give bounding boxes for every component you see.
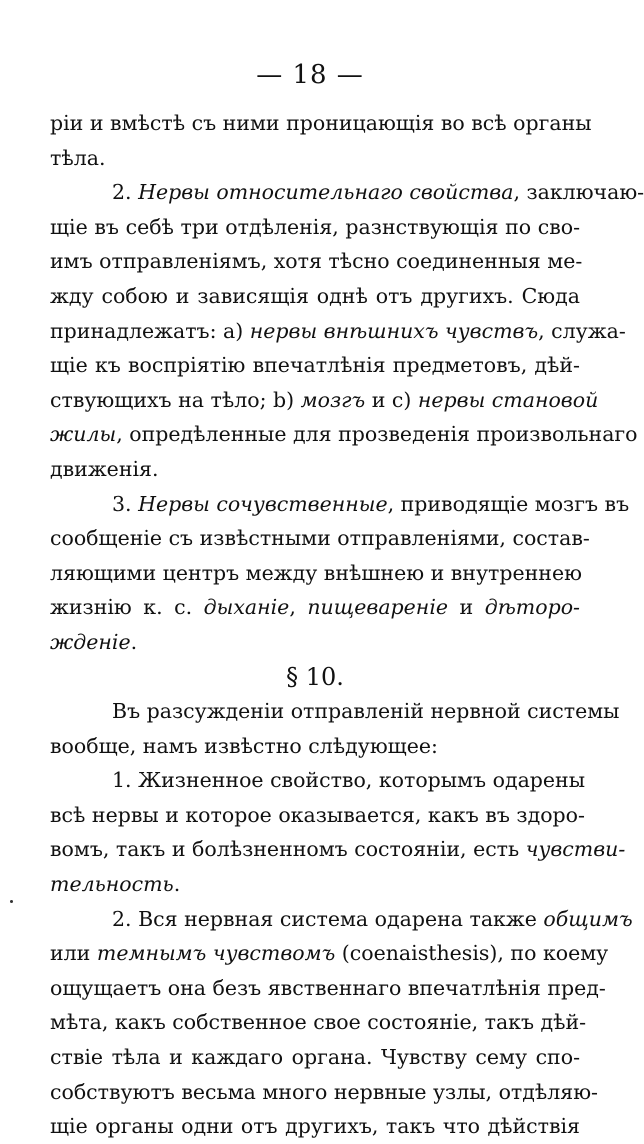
text-line — [50, 625, 580, 660]
line-text: , — [289, 595, 308, 620]
line-text: , заключаю- — [513, 180, 644, 205]
line-text: жизнію к. с. — [50, 595, 204, 620]
text-line — [50, 763, 586, 798]
line-text: 2. — [112, 180, 139, 205]
italic-term: Нервы сочувственные — [138, 491, 388, 516]
text-line — [50, 556, 580, 591]
italic-term: общимъ — [543, 906, 633, 931]
italic-term: пищевареніе — [307, 595, 449, 620]
line-text: Въ разсужденіи отправленій нервной системы — [112, 699, 620, 724]
italic-term: дѣторо- — [484, 595, 580, 620]
text-line — [50, 971, 606, 1006]
line-text: щіе органы одни отъ другихъ, такъ что дѣйствія — [50, 1114, 580, 1139]
text-line — [50, 694, 620, 729]
line-text: и с) — [365, 387, 418, 412]
line-text: (coenaisthesis), по коему — [335, 941, 609, 966]
line-text: , приводящіе мозгъ въ — [387, 491, 630, 516]
line-text: 2. Вся нервная система одарена также — [112, 906, 544, 931]
text-line — [50, 210, 580, 245]
line-text: имъ отправленіямъ, хотя тѣсно соединенныя ме- — [50, 249, 583, 274]
line-text: 3. — [112, 491, 139, 516]
text-line — [50, 1109, 580, 1144]
italic-term: нервы становой — [417, 387, 599, 412]
text-line — [50, 175, 644, 210]
line-text: ріи и вмѣстѣ съ ними проницающія во всѣ органы — [50, 111, 592, 135]
text-line — [50, 279, 580, 314]
italic-term: чувстви- — [525, 837, 626, 862]
line-text: сообщеніе съ извѣстными отправленіями, состав- — [50, 526, 590, 551]
italic-term: мозгъ — [300, 387, 366, 412]
text-line — [50, 1005, 587, 1040]
text-line — [50, 798, 585, 833]
italic-term: дыханіе — [203, 595, 290, 620]
text-line — [50, 729, 580, 764]
text-line — [50, 521, 590, 556]
text-line — [50, 1040, 580, 1075]
text-line — [50, 244, 583, 279]
text-line — [50, 867, 580, 902]
line-text: вомъ, такъ и болѣзненномъ состояніи, есть — [50, 837, 526, 862]
line-text: § 10. — [286, 662, 344, 691]
line-text: . — [173, 872, 181, 897]
italic-term: жденіе — [50, 629, 131, 654]
line-text: жду собою и зависящія однѣ отъ другихъ. Сюда — [50, 283, 580, 308]
text-line — [50, 902, 633, 937]
line-text: вообще, намъ извѣстно слѣдующее: — [50, 733, 438, 758]
line-text: и — [448, 595, 485, 620]
line-text: мѣта, какъ собственное свое состояніе, такъ дѣй- — [50, 1010, 587, 1035]
text-line — [50, 417, 638, 452]
line-text: щіе къ воспріятію впечатлѣнія предметовъ, дѣй- — [50, 353, 580, 378]
italic-term: Нервы относительнаго свойства — [138, 180, 514, 205]
text-line — [50, 487, 630, 522]
line-text: , служа- — [538, 318, 626, 343]
line-text: 1. Жизненное свойство, которымъ одарены — [112, 768, 586, 793]
text-line — [50, 1075, 598, 1110]
text-line — [50, 348, 580, 383]
text-line — [50, 314, 626, 349]
section-heading — [50, 660, 580, 695]
line-text: ствующихъ на тѣло; b) — [50, 387, 301, 412]
text-line — [50, 141, 580, 176]
line-text: или — [50, 941, 97, 966]
text-line — [50, 936, 609, 971]
line-text: собствуютъ весьма много нервные узлы, отдѣляю- — [50, 1079, 598, 1104]
line-text: принадлежатъ: а) — [50, 318, 250, 343]
line-text: ляющими центръ между внѣшнею и внутреннею — [50, 560, 582, 585]
line-text: щіе въ себѣ три отдѣленія, разнствующія по сво- — [50, 214, 580, 239]
italic-term: темнымъ чувствомъ — [96, 941, 336, 966]
text-line — [50, 832, 626, 867]
italic-term: тельность — [50, 872, 174, 897]
italic-term: жилы — [50, 422, 117, 447]
line-text: ствіе тѣла и каждаго органа. Чувству сему спо- — [50, 1045, 580, 1070]
line-text: тѣла. — [50, 145, 106, 170]
text-line — [50, 383, 599, 418]
italic-term: нервы внѣшнихъ чувствъ — [249, 318, 539, 343]
line-text: ощущаетъ она безъ явственнаго впечатлѣнія пред- — [50, 975, 606, 1000]
text-line — [50, 452, 580, 487]
line-text: , опредѣленные для прозведенія произвольнаго — [116, 422, 638, 447]
page-number: — 18 — — [256, 60, 364, 90]
body-text — [50, 106, 644, 1144]
page-edge-speck — [10, 900, 13, 903]
line-text: всѣ нервы и которое оказывается, какъ въ здоро- — [50, 802, 585, 827]
text-line — [50, 590, 580, 625]
text-line — [50, 106, 592, 141]
line-text: движенія. — [50, 456, 159, 481]
line-text: . — [130, 629, 138, 654]
